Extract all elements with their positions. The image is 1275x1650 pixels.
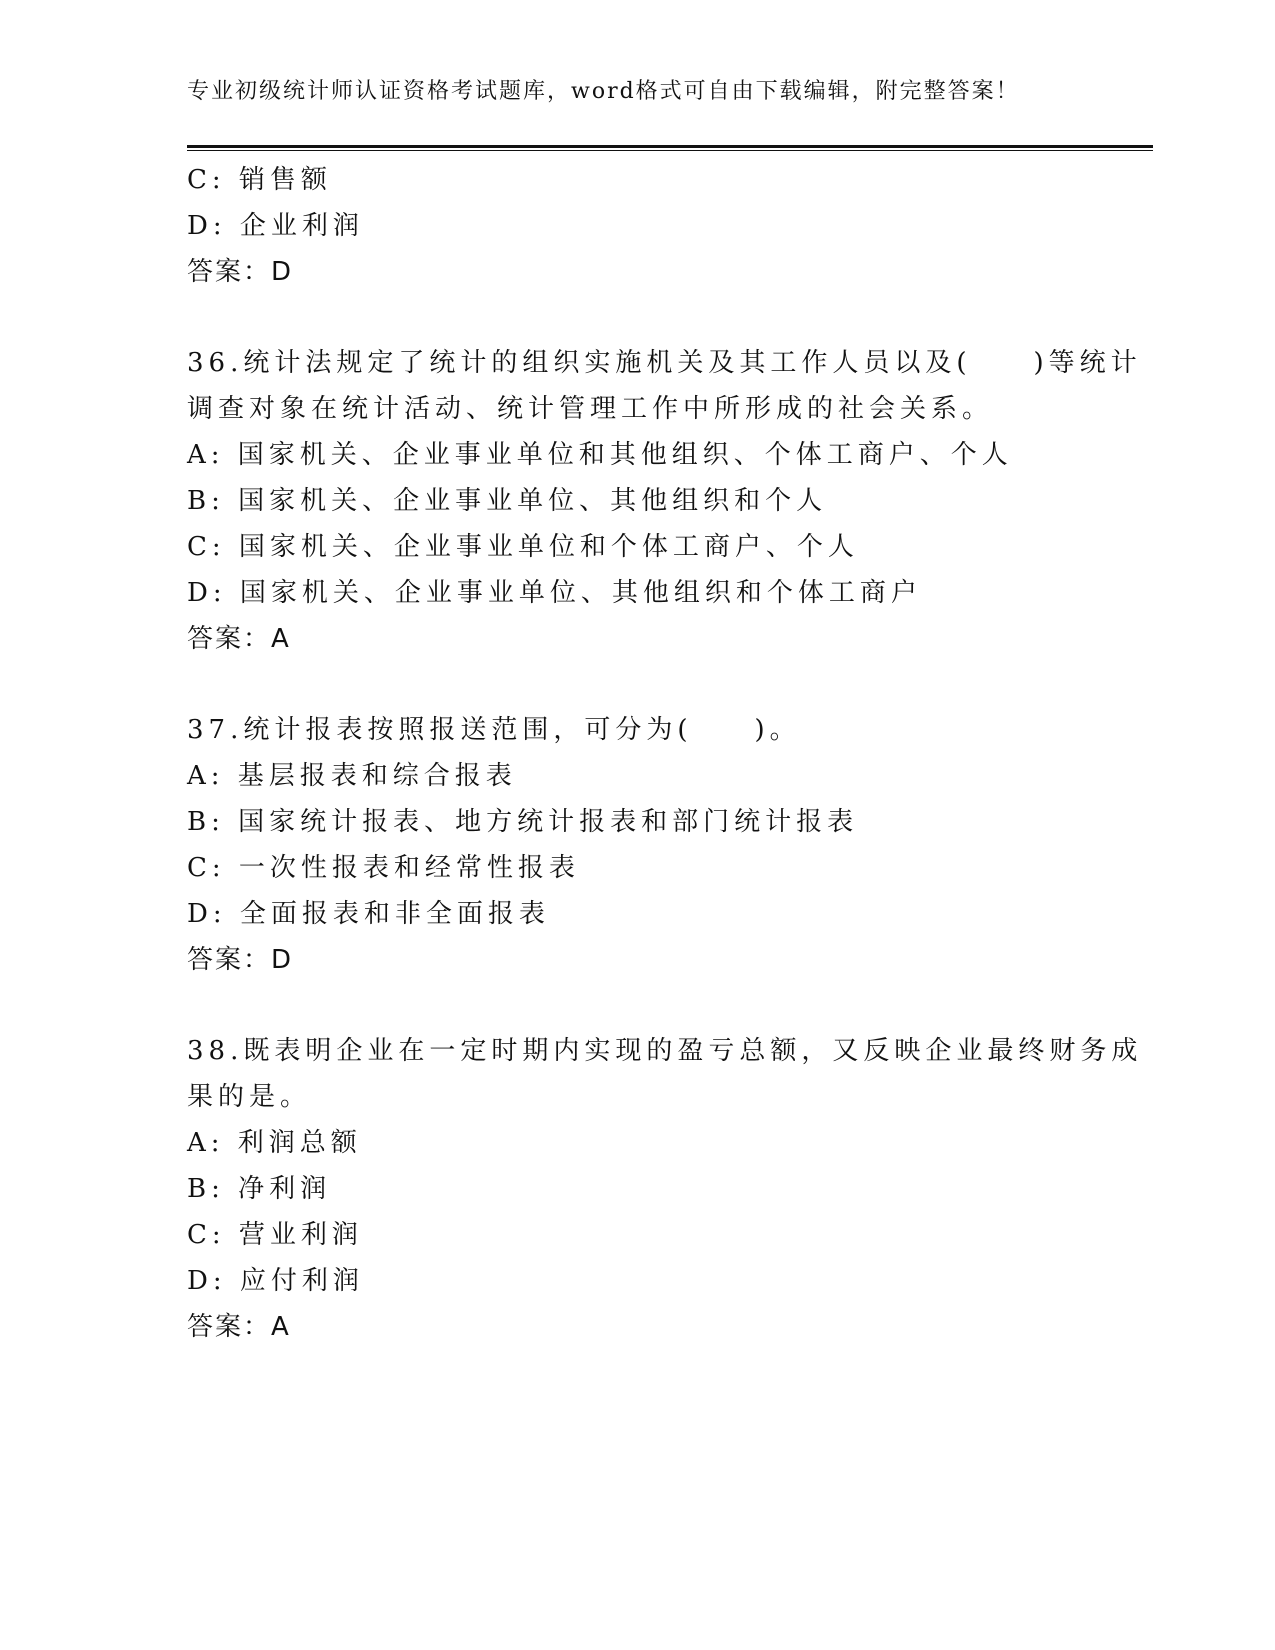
question-text: 调查对象在统计活动、统计管理工作中所形成的社会关系。 xyxy=(187,394,994,424)
option-d: D: 国家机关、企业事业单位、其他组织和个体工商户 xyxy=(187,578,922,608)
spacer xyxy=(187,295,1087,340)
option-a: A: 利润总额 xyxy=(187,1128,362,1158)
option-a: A: 国家机关、企业事业单位和其他组织、个体工商户、个人 xyxy=(187,440,1013,470)
question-block-36 xyxy=(187,340,1142,662)
option-b: B: 国家统计报表、地方统计报表和部门统计报表 xyxy=(187,807,859,837)
spacer xyxy=(187,662,1087,707)
question-text: 36.统计法规定了统计的组织实施机关及其工作人员以及( )等统计 xyxy=(187,348,1142,378)
answer-line: 答案：D xyxy=(187,257,294,287)
page-header: 专业初级统计师认证资格考试题库，word格式可自由下载编辑，附完整答案！ xyxy=(187,79,1020,104)
question-text: 38.既表明企业在一定时期内实现的盈亏总额，又反映企业最终财务成 xyxy=(187,1036,1143,1066)
header-divider-thick xyxy=(187,145,1153,148)
option-c: C: 一次性报表和经常性报表 xyxy=(187,853,580,883)
answer-line: 答案：A xyxy=(187,624,291,654)
option-d: D: 应付利润 xyxy=(187,1266,364,1296)
question-block-35 xyxy=(187,157,1087,295)
question-block-37 xyxy=(187,707,1087,983)
spacer xyxy=(187,983,1087,1028)
answer-line: 答案：A xyxy=(187,1312,291,1342)
option-b: B: 净利润 xyxy=(187,1174,332,1204)
option-d: D: 全面报表和非全面报表 xyxy=(187,899,550,929)
option-a: A: 基层报表和综合报表 xyxy=(187,761,517,791)
option-c: C: 营业利润 xyxy=(187,1220,363,1250)
question-text: 37.统计报表按照报送范围，可分为( )。 xyxy=(187,715,801,745)
option-b: B: 国家机关、企业事业单位、其他组织和个人 xyxy=(187,486,828,516)
question-block-38 xyxy=(187,1028,1143,1350)
answer-line: 答案：D xyxy=(187,945,294,975)
option-c: C: 销售额 xyxy=(187,165,332,195)
question-text: 果的是。 xyxy=(187,1082,312,1112)
option-d: D: 企业利润 xyxy=(187,211,364,241)
document-body xyxy=(187,157,1143,1350)
option-c: C: 国家机关、企业事业单位和个体工商户、个人 xyxy=(187,532,859,562)
header-divider-thin xyxy=(187,150,1153,151)
